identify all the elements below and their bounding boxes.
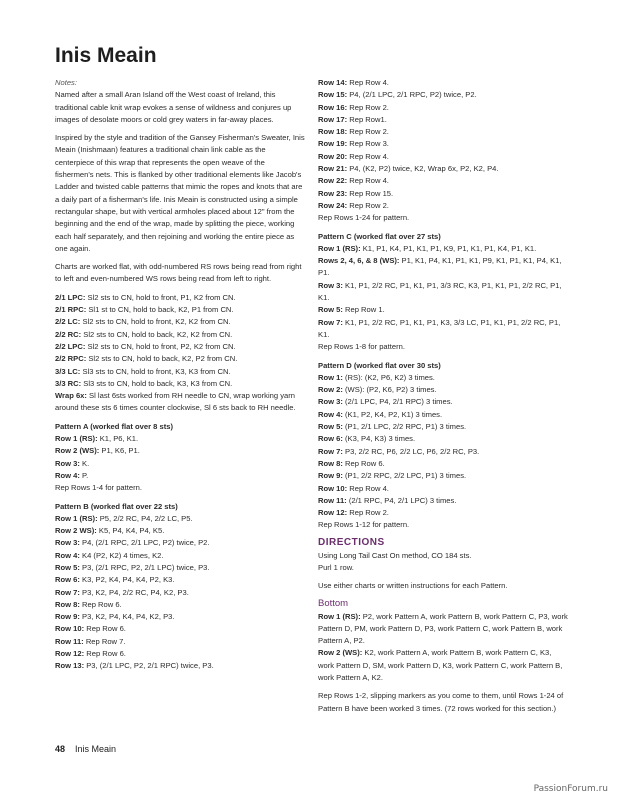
row-text: P. xyxy=(79,470,89,480)
pattern-row xyxy=(318,458,568,470)
pattern-row xyxy=(318,102,568,114)
row-label: Row 1 (RS): xyxy=(55,513,98,523)
row-text: K1, P1, 2/2 RC, P1, K1, P1, K3, 3/3 LC, P1, K1, P1, 2/2 RC, P1, K1. xyxy=(318,317,561,339)
row-label: Row 3: xyxy=(55,538,80,548)
row-label: Row 17: xyxy=(318,114,348,124)
pattern-c-repeat: Rep Rows 1-8 for pattern. xyxy=(318,342,405,352)
pattern-row xyxy=(55,599,305,611)
pattern-row xyxy=(318,175,568,187)
pattern-row xyxy=(318,151,568,163)
pattern-row xyxy=(55,433,305,445)
row-label: Row 2 (WS): xyxy=(318,648,363,658)
row-text: K3, P2, K4, P4, K4, P2, K3. xyxy=(79,575,175,585)
row-label: Row 8: xyxy=(55,599,80,609)
pattern-row xyxy=(318,243,568,255)
row-text: P3, K2, P4, K4, P4, K2, P3. xyxy=(79,612,175,622)
bottom-repeat: Rep Rows 1-2, slipping markers as you come to them, until Rows 1-24 of Pattern B have been worked 3 times. (72 rows worked for this section.) xyxy=(318,691,564,713)
bottom-row xyxy=(318,647,568,684)
directions-line: Purl 1 row. xyxy=(318,562,354,572)
pattern-c-section xyxy=(318,231,568,354)
pattern-row xyxy=(318,89,568,101)
row-label: Row 16: xyxy=(318,102,348,112)
row-label: Row 2 (WS): xyxy=(55,446,100,456)
row-label: Row 22: xyxy=(318,176,348,186)
abbrev-item xyxy=(55,292,305,304)
page-title: Inis Meain xyxy=(55,44,157,67)
abbrev-item xyxy=(55,353,305,365)
pattern-row xyxy=(318,200,568,212)
row-text: P5, 2/2 RC, P4, 2/2 LC, P5. xyxy=(97,513,193,523)
row-text: Rep Row 6. xyxy=(84,649,126,659)
row-label: Row 14: xyxy=(318,78,348,87)
pattern-row xyxy=(318,384,568,396)
pattern-row xyxy=(318,396,568,408)
row-text: Rep Row 2. xyxy=(347,102,389,112)
row-label: Row 5: xyxy=(318,422,343,432)
row-text: Rep Row 2. xyxy=(347,508,389,518)
row-label: Row 15: xyxy=(318,90,348,100)
row-text: Rep Row 6. xyxy=(84,624,126,634)
pattern-row xyxy=(55,525,305,537)
pattern-row xyxy=(318,163,568,175)
pattern-row xyxy=(318,372,568,384)
row-label: Row 9: xyxy=(318,471,343,481)
row-text: Rep Row 3. xyxy=(347,139,389,149)
pattern-row xyxy=(55,470,305,482)
row-label: Row 10: xyxy=(55,624,85,634)
notes-label: Notes: xyxy=(55,78,77,87)
pattern-row xyxy=(318,421,568,433)
row-label: Row 1 (RS): xyxy=(55,434,98,444)
row-label: Row 21: xyxy=(318,164,348,174)
pattern-b-repeat: Rep Rows 1-24 for pattern. xyxy=(318,213,410,223)
pattern-row xyxy=(55,611,305,623)
pattern-row xyxy=(55,537,305,549)
right-column xyxy=(318,77,568,715)
bottom-row xyxy=(318,611,568,648)
abbrev-key: 3/3 RC: xyxy=(55,378,82,388)
abbrev-value: Sl last 6sts worked from RH needle to CN, wrap working yarn around these sts 6 times counter clockwise, Sl 6 sts back to RH needle. xyxy=(55,391,296,413)
row-text: K. xyxy=(79,458,90,468)
pattern-row xyxy=(55,587,305,599)
pattern-a-repeat: Rep Rows 1-4 for pattern. xyxy=(55,483,142,493)
row-text: Rep Row 6. xyxy=(342,458,385,468)
pattern-row xyxy=(318,188,568,200)
row-text: K2, work Pattern A, work Pattern B, work Pattern C, K3, work Pattern D, SM, work Pattern D, K3, work Pattern C, work Pattern B, work Pattern A, K2. xyxy=(318,648,563,683)
row-label: Row 2 WS): xyxy=(55,526,97,536)
row-text: K1, P1, K4, P1, K1, P1, K9, P1, K1, P1, K4, P1, K1. xyxy=(360,243,537,253)
row-label: Row 24: xyxy=(318,200,348,210)
row-text: Rep Row 4. xyxy=(347,151,389,161)
abbrev-key: 2/2 LPC: xyxy=(55,341,86,351)
row-text: (WS): (P2, K6, P2) 3 times. xyxy=(342,385,437,395)
row-text: (K1, P2, K4, P2, K1) 3 times. xyxy=(342,409,443,419)
page-footer xyxy=(55,744,116,754)
pattern-b-section xyxy=(55,501,305,673)
bottom-heading: Bottom xyxy=(318,597,349,609)
row-label: Row 6: xyxy=(55,575,80,585)
abbrev-item xyxy=(55,390,305,415)
abbrev-value: Sl2 sts to CN, hold to back, K2, K2 from CN. xyxy=(81,329,233,339)
row-label: Row 23: xyxy=(318,188,348,198)
abbrev-value: Sl2 sts to CN, hold to front, K2, K2 from CN. xyxy=(80,317,231,327)
row-label: Row 5: xyxy=(55,562,80,572)
abbrev-value: Sl2 sts to CN, hold to front, P2, K2 from CN. xyxy=(85,341,236,351)
pattern-row xyxy=(318,470,568,482)
abbrev-key: 3/3 LC: xyxy=(55,366,81,376)
pattern-row xyxy=(318,507,568,519)
row-text: P3, (2/1 RPC, P2, 2/1 LPC) twice, P3. xyxy=(79,562,210,572)
row-text: P1, K6, P1. xyxy=(99,446,140,456)
pattern-c-heading: Pattern C (worked flat over 27 sts) xyxy=(318,231,441,241)
directions-line: Using Long Tail Cast On method, CO 184 sts. xyxy=(318,550,472,560)
pattern-row xyxy=(55,648,305,660)
abbrev-value: Sl1 st to CN, hold to back, K2, P1 from CN. xyxy=(86,305,234,315)
intro-paragraph-1: Named after a small Aran Island off the West coast of Ireland, this traditional cable knit wrap evokes a sense of wildness and conjures up images of desolate moors or cold grey waters in far-away places. xyxy=(55,90,292,124)
row-text: P3, K2, P4, 2/2 RC, P4, K2, P3. xyxy=(79,587,189,597)
row-text: Rep Row 2. xyxy=(347,127,389,137)
abbrev-key: 2/1 LPC: xyxy=(55,292,86,302)
row-text: P4, (K2, P2) twice, K2, Wrap 6x, P2, K2, P4. xyxy=(347,164,499,174)
abbrev-value: Sl2 sts to CN, hold to back, K2, P2 from CN. xyxy=(86,354,238,364)
row-text: K1, P6, K1. xyxy=(97,434,139,444)
row-label: Row 7: xyxy=(318,317,343,327)
pattern-row xyxy=(55,623,305,635)
row-text: (2/1 LPC, P4, 2/1 RPC) 3 times. xyxy=(342,397,453,407)
row-text: Rep Row 4. xyxy=(347,78,389,87)
row-label: Row 6: xyxy=(318,434,343,444)
abbrev-key: 2/1 RPC: xyxy=(55,305,87,315)
pattern-d-heading: Pattern D (worked flat over 30 sts) xyxy=(318,360,441,370)
row-text: P1, K1, P4, K1, P1, K1, P9, K1, P1, K1, P4, K1, P1. xyxy=(318,256,562,278)
pattern-row xyxy=(318,495,568,507)
pattern-row xyxy=(55,636,305,648)
row-text: Rep Row 4. xyxy=(347,176,389,186)
intro-paragraph-3: Charts are worked flat, with odd-numbered RS rows being read from right to left and even-numbered WS rows being read from left to right. xyxy=(55,262,302,284)
row-label: Row 3: xyxy=(55,458,80,468)
abbrev-item xyxy=(55,304,305,316)
row-label: Row 7: xyxy=(55,587,80,597)
row-label: Row 11: xyxy=(318,495,347,505)
abbrev-value: Sl2 sts to CN, hold to front, P1, K2 from CN. xyxy=(85,292,236,302)
abbrev-value: Sl3 sts to CN, hold to back, K3, K3 from CN. xyxy=(81,378,233,388)
row-label: Row 1: xyxy=(318,372,343,382)
pattern-d-section xyxy=(318,360,568,532)
abbrev-key: 2/2 RPC: xyxy=(55,354,87,364)
row-label: Row 7: xyxy=(318,446,343,456)
pattern-b-heading: Pattern B (worked flat over 22 sts) xyxy=(55,501,178,511)
pattern-row xyxy=(318,317,568,342)
pattern-row xyxy=(318,409,568,421)
row-text: (2/1 RPC, P4, 2/1 LPC) 3 times. xyxy=(346,495,457,505)
pattern-a-section xyxy=(55,421,305,495)
directions-heading: DIRECTIONS xyxy=(318,536,385,548)
intro-paragraph-2: Inspired by the style and tradition of the Gansey Fisherman's Sweater, Inis Meain (Inishmaan) features a traditional chain link cable as the centerpiece of this wrap that represents the open weave of the fishermen's nets. This is flanked by other traditional elements like Jacob's Ladder and twisted cable patterns that mimic the ropes and knots that are a daily part of a fisherman's life. Inis Meain is constructed using a simple rectangular shape, but with vertical armholes placed about 12" from the beginning and the end of the wrap, made by splitting the piece, working each half separately, and then rejoining and working the entire piece as one again. xyxy=(55,133,305,253)
pattern-row xyxy=(318,446,568,458)
abbrev-key: 2/2 LC: xyxy=(55,317,81,327)
row-text: P2, work Pattern A, work Pattern B, work Pattern C, P3, work Pattern D, PM, work Pattern D, P3, work Pattern C, work Pattern B, work Pattern A, P2. xyxy=(318,611,568,646)
row-label: Row 5: xyxy=(318,305,343,315)
row-label: Row 10: xyxy=(318,483,348,493)
abbrev-item xyxy=(55,366,305,378)
row-label: Row 12: xyxy=(55,649,85,659)
pattern-row xyxy=(55,458,305,470)
pattern-row xyxy=(318,433,568,445)
page-number: 48 xyxy=(55,744,66,754)
row-label: Row 18: xyxy=(318,127,348,137)
pattern-row xyxy=(318,304,568,316)
row-text: K4 (P2, K2) 4 times, K2. xyxy=(79,550,164,560)
pattern-row xyxy=(318,126,568,138)
row-label: Row 1 (RS): xyxy=(318,243,361,253)
pattern-row xyxy=(318,138,568,150)
row-text: P4, (2/1 LPC, 2/1 RPC, P2) twice, P2. xyxy=(347,90,477,100)
directions-note: Use either charts or written instructions for each Pattern. xyxy=(318,581,508,591)
pattern-row xyxy=(318,280,568,305)
row-text: P4, (2/1 RPC, 2/1 LPC, P2) twice, P2. xyxy=(79,538,210,548)
row-text: P3, (2/1 LPC, P2, 2/1 RPC) twice, P3. xyxy=(84,661,214,671)
row-text: K1, P1, 2/2 RC, P1, K1, P1, 3/3 RC, K3, P1, K1, P1, 2/2 RC, P1, K1. xyxy=(318,280,562,303)
row-text: Rep Row 4. xyxy=(347,483,389,493)
row-text: Rep Row 6. xyxy=(79,599,122,609)
row-label: Row 8: xyxy=(318,458,343,468)
row-text: Rep Row1. xyxy=(347,114,387,124)
pattern-b-continued xyxy=(318,77,568,225)
row-text: K5, P4, K4, P4, K5. xyxy=(96,526,165,536)
abbrev-key: 2/2 RC: xyxy=(55,329,82,339)
row-text: Rep Row 7. xyxy=(83,636,126,646)
watermark: PassionForum.ru xyxy=(533,784,608,794)
row-label: Row 13: xyxy=(55,661,85,671)
row-text: (K3, P4, K3) 3 times. xyxy=(342,434,416,444)
abbrev-key: Wrap 6x: xyxy=(55,391,87,401)
abbrev-item xyxy=(55,341,305,353)
row-label: Row 4: xyxy=(55,550,80,560)
row-label: Row 1 (RS): xyxy=(318,611,361,621)
pattern-row xyxy=(55,513,305,525)
pattern-row xyxy=(55,550,305,562)
row-label: Row 19: xyxy=(318,139,348,149)
abbrev-item xyxy=(55,316,305,328)
footer-title: Inis Meain xyxy=(75,744,117,754)
pattern-d-repeat: Rep Rows 1-12 for pattern. xyxy=(318,520,410,530)
pattern-row xyxy=(318,114,568,126)
pattern-row xyxy=(55,574,305,586)
row-label: Row 4: xyxy=(318,409,343,419)
row-label: Row 11: xyxy=(55,636,84,646)
pattern-row xyxy=(318,483,568,495)
row-text: (RS): (K2, P6, K2) 3 times. xyxy=(342,372,435,382)
row-label: Row 9: xyxy=(55,612,80,622)
pattern-row xyxy=(55,562,305,574)
row-label: Row 2: xyxy=(318,385,343,395)
abbreviations-list xyxy=(55,292,305,415)
row-label: Row 20: xyxy=(318,151,348,161)
row-text: Rep Row 1. xyxy=(342,305,385,315)
row-text: P3, 2/2 RC, P6, 2/2 LC, P6, 2/2 RC, P3. xyxy=(342,446,480,456)
row-label: Row 4: xyxy=(55,470,80,480)
row-text: Rep Row 15. xyxy=(347,188,394,198)
row-text: (P1, 2/2 RPC, 2/2 LPC, P1) 3 times. xyxy=(342,471,467,481)
row-label: Row 3: xyxy=(318,397,343,407)
pattern-row xyxy=(318,77,568,89)
pattern-row xyxy=(55,660,305,672)
abbrev-item xyxy=(55,378,305,390)
row-label: Rows 2, 4, 6, & 8 (WS): xyxy=(318,256,400,266)
left-column xyxy=(55,77,305,673)
pattern-row xyxy=(55,445,305,457)
abbrev-item xyxy=(55,329,305,341)
abbrev-value: Sl3 sts to CN, hold to front, K3, K3 from CN. xyxy=(80,366,231,376)
row-text: (P1, 2/1 LPC, 2/2 RPC, P1) 3 times. xyxy=(342,422,467,432)
row-text: Rep Row 2. xyxy=(347,200,389,210)
row-label: Row 3: xyxy=(318,280,343,290)
pattern-a-heading: Pattern A (worked flat over 8 sts) xyxy=(55,421,174,431)
row-label: Row 12: xyxy=(318,508,348,518)
pattern-row xyxy=(318,255,568,280)
